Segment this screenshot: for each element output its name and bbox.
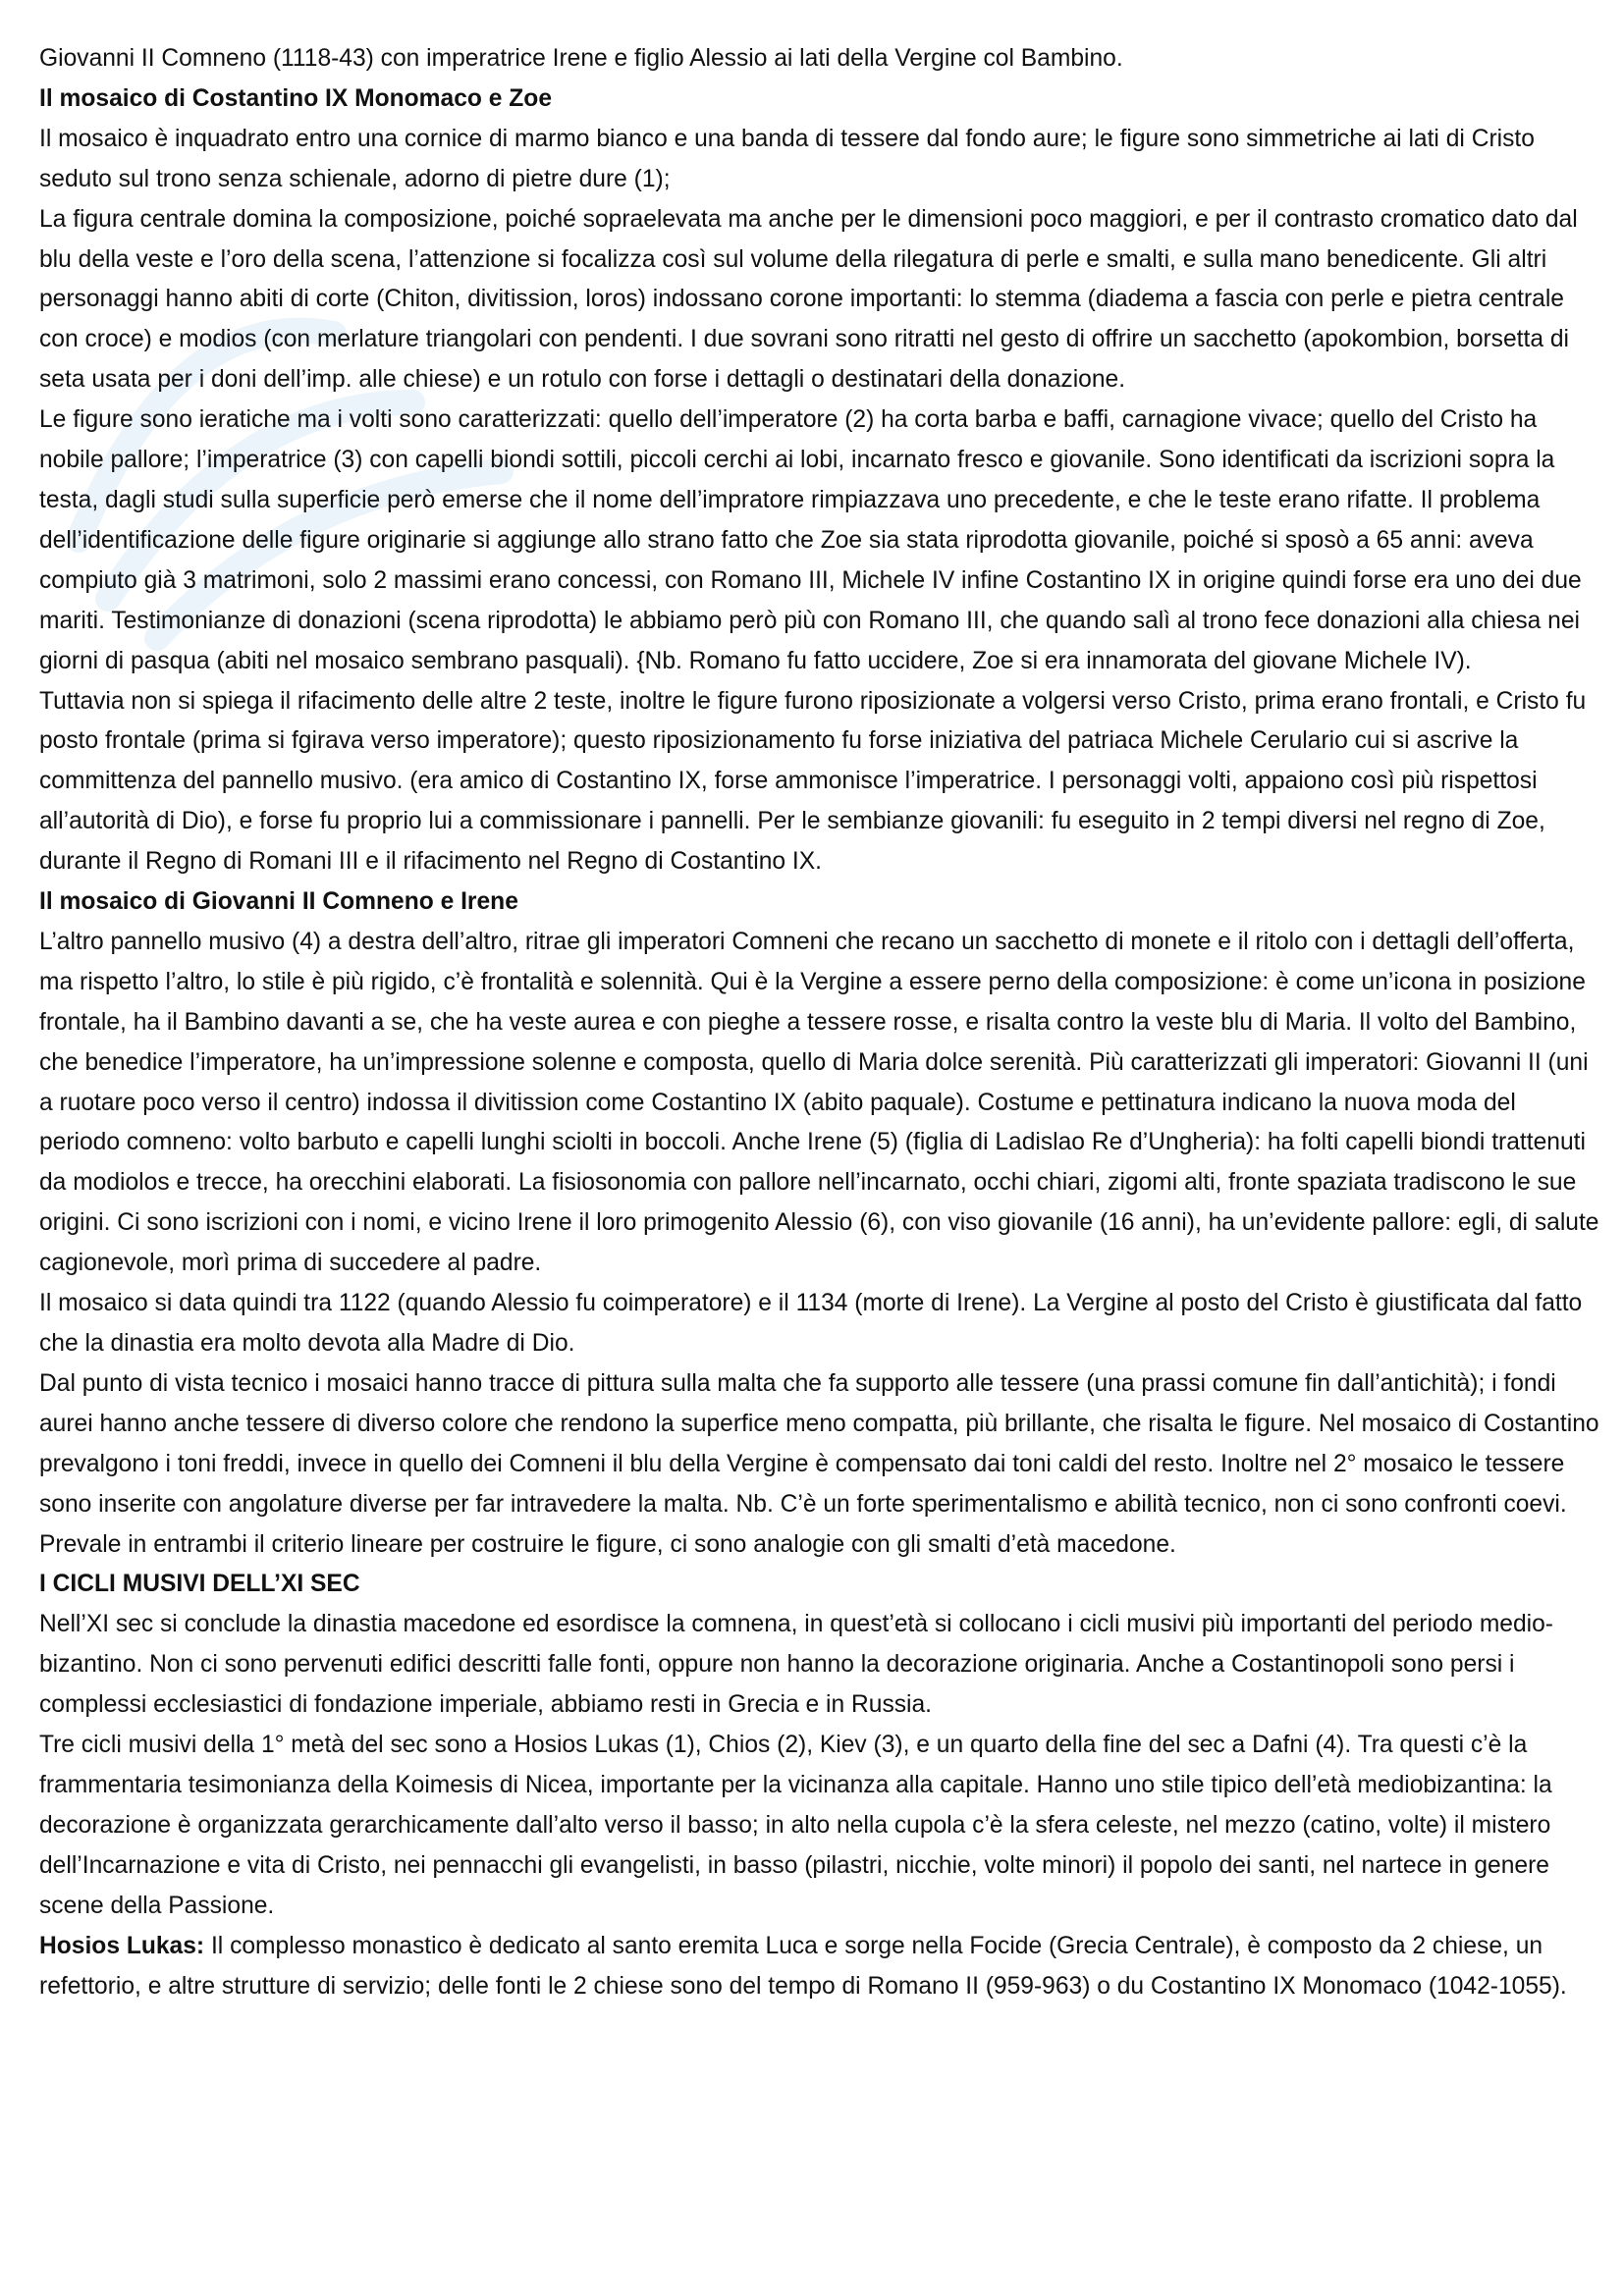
section-heading: I CICLI MUSIVI DELL’XI SEC bbox=[39, 1571, 360, 1598]
paragraph-lead: Hosios Lukas: bbox=[39, 1932, 205, 1959]
body-paragraph: La figura centrale domina la composizione, poiché sopraelevata ma anche per le dimensioni poco maggiori, e per il contrasto cromatico dato dal blu della veste e l’oro della scena, l’attenzione si focalizza così sul volume della rilegatura di perle e smalti, e sulla mano benedicente. Gli altri personaggi hanno abiti di corte (Chiton, divitission, loros) indossano corone importanti: lo stemma (diadema a fascia con perle e pietra centrale con croce) e modios (con merlature triangolari con pendenti. I due sovrani sono ritratti nel gesto di offrire un sacchetto (apokombion, borsetta di seta usata per i doni dell’imp. alle chiese) e un rotulo con forse i dettagli o destinatari della donazione. bbox=[39, 205, 1578, 394]
body-paragraph: Dal punto di vista tecnico i mosaici hanno tracce di pittura sulla malta che fa supporto alle tessere (una prassi comune fin dall’antichità); i fondi aurei hanno anche tessere di diverso colore che rendono la superfice meno compatta, più brillante, che risalta le figure. Nel mosaico di Costantino prevalgono i toni freddi, invece in quello dei Comneni il blu della Vergine è compensato dai toni caldi del resto. Inoltre nel 2° mosaico le tessere sono inserite con angolature diverse per far intravedere la malta. Nb. C’è un forte sperimentalismo e abilità tecnico, non ci sono confronti coevi. Prevale in entrambi il criterio lineare per costruire le figure, ci sono analogie con gli smalti d’età macedone. bbox=[39, 1369, 1599, 1558]
body-paragraph: Il mosaico è inquadrato entro una cornice di marmo bianco e una banda di tessere dal fondo aure; le figure sono simmetriche ai lati di Cristo seduto sul trono senza schienale, adorno di pietre dure (1); bbox=[39, 125, 1535, 192]
body-paragraph: L’altro pannello musivo (4) a destra dell’altro, ritrae gli imperatori Comneni che recano un sacchetto di monete e il ritolo con i dettagli dell’offerta, ma rispetto l’altro, lo stile è più rigido, c’è frontalità e solennità. Qui è la Vergine a essere perno della composizione: è come un’icona in posizione frontale, ha il Bambino davanti a se, che ha veste aurea e con pieghe a tessere rosse, e risalta contro la veste blu di Maria. Il volto del Bambino, che benedice l’imperatore, ha un’impressione solenne e composta, quello di Maria dolce serenità. Più caratterizzati gli imperatori: Giovanni II (uni a ruotare poco verso il centro) indossa il divitission come Costantino IX (abito paquale). Costume e pettinatura indicano la nuova moda del periodo comneno: volto barbuto e capelli lunghi sciolti in boccoli. Anche Irene (5) (figlia di Ladislao Re d’Ungheria): ha folti capelli biondi trattenuti da modiolos e trecce, ha orecchini elaborati. La fisiosonomia con pallore nell’incarnato, occhi chiari, zigomi alti, fronte spaziata tradiscono le sue origini. Ci sono iscrizioni con i nomi, e vicino Irene il loro primogenito Alessio (6), con viso giovanile (16 anni), ha un’evidente pallore: egli, di salute cagionevole, morì prima di succedere al padre. bbox=[39, 928, 1599, 1277]
body-paragraph bbox=[39, 1927, 1600, 2007]
paragraph-text: Il complesso monastico è dedicato al santo eremita Luca e sorge nella Focide (Grecia Centrale), è composto da 2 chiese, un refettorio, e altre strutture di servizio; delle fonti le 2 chiese sono del tempo di Romano II (959-963) o du Costantino IX Monomaco (1042-1055). bbox=[39, 1932, 1567, 2000]
section-heading: Il mosaico di Costantino IX Monomaco e Zoe bbox=[39, 84, 552, 112]
body-paragraph: Tre cicli musivi della 1° metà del sec sono a Hosios Lukas (1), Chios (2), Kiev (3), e un quarto della fine del sec a Dafni (4). Tra questi c’è la frammentaria tesimonianza della Koimesis di Nicea, importante per la vicinanza alla capitale. Hanno uno stile tipico dell’età mediobizantina: la decorazione è organizzata gerarchicamente dall’alto verso il basso; in alto nella cupola c’è la sfera celeste, nel mezzo (catino, volte) il mistero dell’Incarnazione e vita di Cristo, nei pennacchi gli evangelisti, in basso (pilastri, nicchie, volte minori) il popolo dei santi, nel nartece in genere scene della Passione. bbox=[39, 1732, 1552, 1919]
body-paragraph: Le figure sono ieratiche ma i volti sono caratterizzati: quello dell’imperatore (2) ha corta barba e baffi, carnagione vivace; quello del Cristo ha nobile pallore; l’imperatrice (3) con capelli biondi sottili, piccoli cerchi ai lobi, incarnato fresco e giovanile. Sono identificati da iscrizioni sopra la testa, dagli studi sulla superficie però emerse che il nome dell’impratore rimpiazzava uno precedente, e che le teste erano rifatte. Il problema dell’identificazione delle figure originarie si aggiunge allo strano fatto che Zoe sia stata riprodotta giovanile, poiché si sposò a 65 anni: aveva compiuto già 3 matrimoni, solo 2 massimi erano concessi, con Romano III, Michele IV infine Costantino IX in origine quindi forse era uno dei due mariti. Testimonianze di donazioni (scena riprodotta) le abbiamo però più con Romano III, che quando salì al trono fece donazioni alla chiesa nei giorni di pasqua (abiti nel mosaico sembrano pasquali). {Nb. Romano fu fatto uccidere, Zoe si era innamorata del giovane Michele IV). bbox=[39, 406, 1582, 674]
document-page bbox=[39, 39, 1600, 2006]
body-paragraph: Il mosaico si data quindi tra 1122 (quando Alessio fu coimperatore) e il 1134 (morte di Irene). La Vergine al posto del Cristo è giustificata dal fatto che la dinastia era molto devota alla Madre di Dio. bbox=[39, 1290, 1583, 1357]
body-paragraph: Tuttavia non si spiega il rifacimento delle altre 2 teste, inoltre le figure furono riposizionate a volgersi verso Cristo, prima erano frontali, e Cristo fu posto frontale (prima si fgirava verso imperatore); questo riposizionamento fu forse iniziativa del patriaca Michele Cerulario cui si ascrive la committenza del pannello musivo. (era amico di Costantino IX, forse ammonisce l’imperatrice. I personaggi volti, appaiono così più rispettosi all’autorità di Dio), e forse fu proprio lui a commissionare i pannelli. Per le sembianze giovanili: fu eseguito in 2 tempi diversi nel regno di Zoe, durante il Regno di Romani III e il rifacimento nel Regno di Costantino IX. bbox=[39, 687, 1587, 876]
body-paragraph: Nell’XI sec si conclude la dinastia macedone ed esordisce la comnena, in quest’età si collocano i cicli musivi più importanti del periodo medio-bizantino. Non ci sono pervenuti edifici descritti falle fonti, oppure non hanno la decorazione originaria. Anche a Costantinopoli sono persi i complessi ecclesiastici di fondazione imperiale, abbiamo resti in Grecia e in Russia. bbox=[39, 1611, 1553, 1719]
section-heading: Il mosaico di Giovanni II Comneno e Irene bbox=[39, 888, 518, 916]
body-paragraph: Giovanni II Comneno (1118-43) con imperatrice Irene e figlio Alessio ai lati della Vergine col Bambino. bbox=[39, 45, 1123, 72]
